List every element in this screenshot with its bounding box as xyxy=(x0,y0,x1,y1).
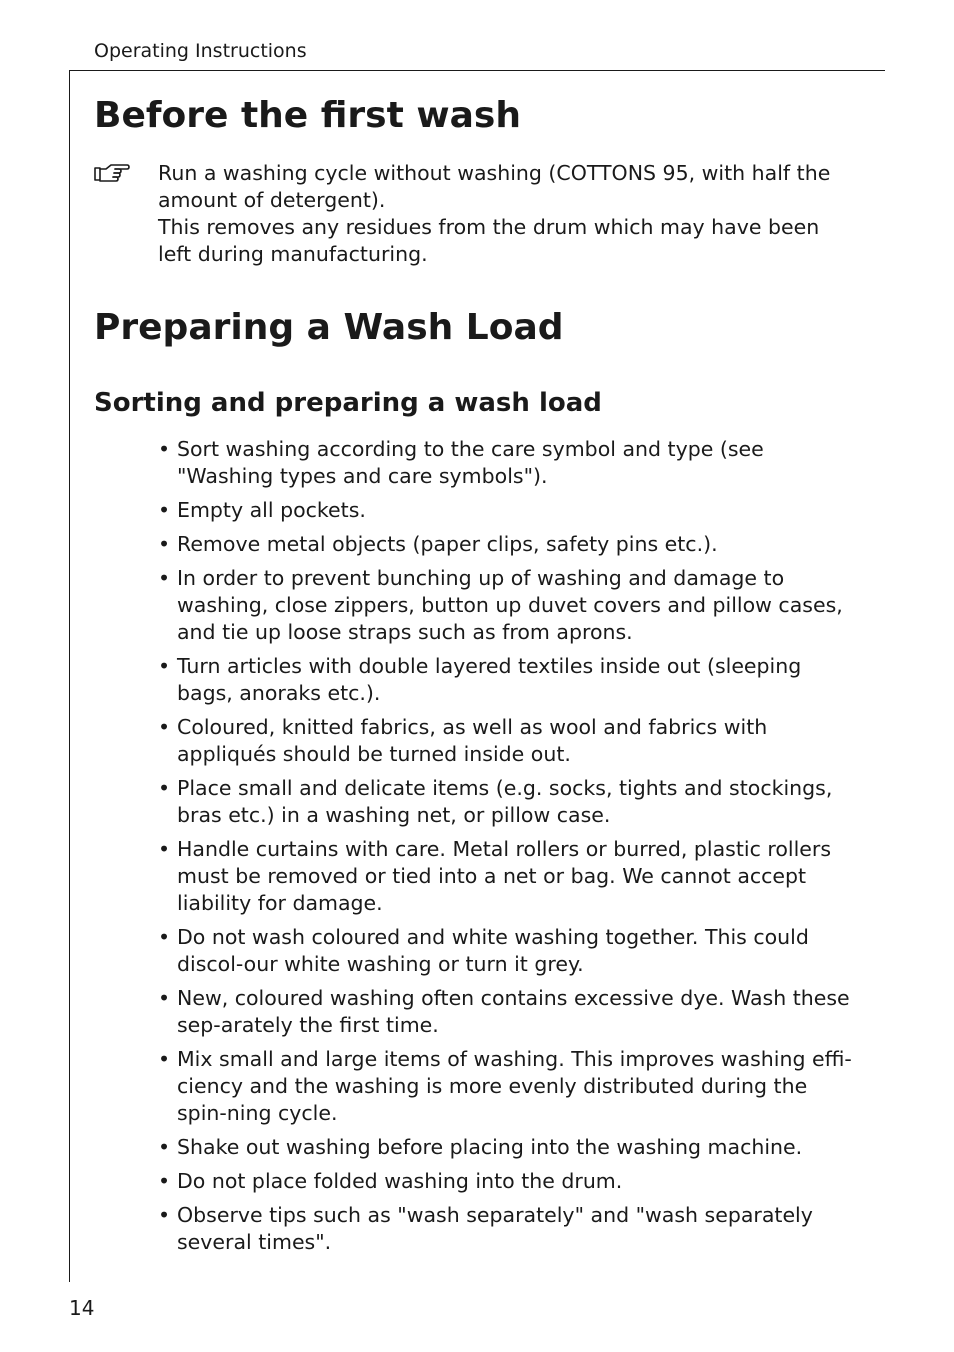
bullet: • xyxy=(158,775,171,800)
list-item: • Turn articles with double layered textiles inside out (sleeping bags, anoraks etc.). xyxy=(158,653,802,705)
list-item: • Coloured, knitted fabrics, as well as wool and fabrics with appliqués should be turned inside out. xyxy=(158,714,768,766)
page-number: 14 xyxy=(69,1296,95,1320)
bullet: • xyxy=(158,565,171,590)
list-item: • Remove metal objects (paper clips, safety pins etc.). xyxy=(158,531,863,558)
bullet: • xyxy=(158,531,171,556)
bullet: • xyxy=(158,1135,171,1160)
preparation-list xyxy=(158,436,863,1263)
section-title-preparing-wash-load: Preparing a Wash Load xyxy=(94,307,564,348)
margin-rule xyxy=(69,70,70,1282)
note-instruction: Run a washing cycle without washing (COTTONS 95, with half the amount of detergent). xyxy=(158,161,831,212)
list-item: • Mix small and large items of washing. This improves washing effi-ciency and the washing is more evenly distributed during the spin-ning cycle. xyxy=(158,1047,852,1126)
bullet: • xyxy=(158,1169,171,1193)
list-item: • Do not wash coloured and white washing together. This could discol-our white washing or turn it grey. xyxy=(158,925,809,977)
pointing-hand-icon xyxy=(94,160,130,188)
list-item: • Sort washing according to the care symbol and type (see "Washing types and care symbols"). xyxy=(158,437,764,489)
list-item: • In order to prevent bunching up of washing and damage to washing, close zippers, button up duvet covers and pillow cases, and tie up loose straps such as from aprons. xyxy=(158,565,843,644)
list-item: • New, coloured washing often contains excessive dye. Wash these sep-arately the first time. xyxy=(158,986,850,1038)
bullet: • xyxy=(158,498,171,522)
note-text xyxy=(158,160,858,268)
bullet: • xyxy=(158,437,171,461)
bullet: • xyxy=(158,1202,171,1227)
running-header: Operating Instructions xyxy=(94,40,307,62)
list-item: • Place small and delicate items (e.g. socks, tights and stockings, bras etc.) in a washing net, or pillow case. xyxy=(158,775,833,827)
bullet: • xyxy=(158,714,171,739)
list-item: • Observe tips such as "wash separately" and "wash separately several times". xyxy=(158,1202,813,1254)
note-explanation: This removes any residues from the drum which may have been left during manufacturing. xyxy=(158,215,820,266)
header-rule xyxy=(69,70,885,71)
bullet: • xyxy=(158,1047,171,1071)
list-item: • Empty all pockets. xyxy=(158,497,863,524)
list-item: • Do not place folded washing into the drum. xyxy=(158,1168,863,1195)
bullet: • xyxy=(158,986,171,1010)
subsection-title-sorting: Sorting and preparing a wash load xyxy=(94,388,602,418)
bullet: • xyxy=(158,836,171,861)
section-title-before-first-wash: Before the first wash xyxy=(94,95,521,136)
list-item: • Shake out washing before placing into the washing machine. xyxy=(158,1134,863,1161)
bullet: • xyxy=(158,653,171,678)
list-item: • Handle curtains with care. Metal rollers or burred, plastic rollers must be removed or tied into a net or bag. We cannot accept liability for damage. xyxy=(158,836,832,916)
bullet: • xyxy=(158,925,171,949)
